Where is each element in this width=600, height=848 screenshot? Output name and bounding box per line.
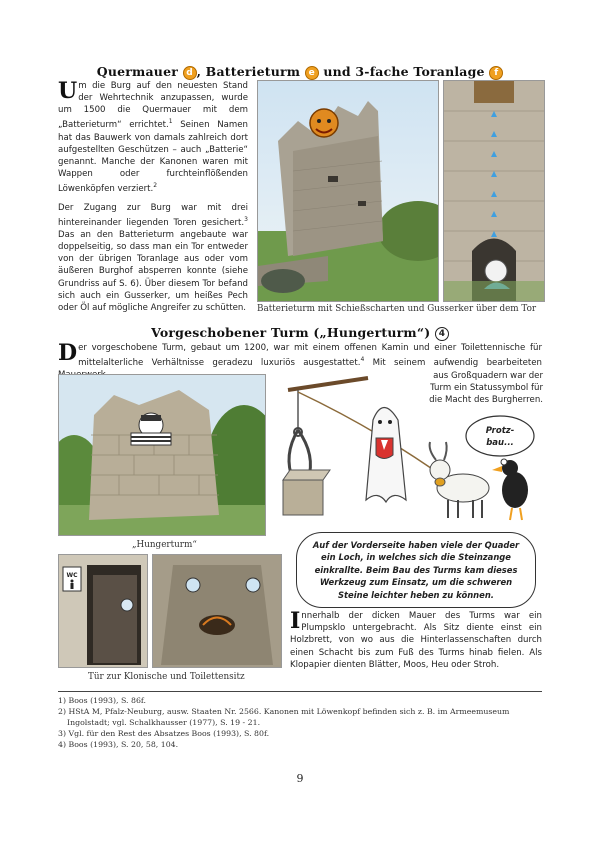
photo-toilettensitz <box>152 554 282 668</box>
caption-batterieturm: Batterieturm mit Schießscharten und Gusserker über dem Tor <box>257 304 537 314</box>
footnote-separator <box>58 691 542 692</box>
footnote-1: 1) Boos (1993), S. 86f. <box>58 696 146 705</box>
badge-f: f <box>489 66 503 80</box>
heading-part-toranlage: und 3-fache Toranlage <box>323 64 485 79</box>
info-bubble-steinzange: Auf der Vorderseite haben viele der Quader ein Loch, in welches sich die Steinzange einkrallte. Beim Bau des Turms kam dieses Werkzeug zum Einsatz, um die schweren Steine leichter heben zu können. <box>296 532 536 608</box>
paragraph-toranlage: Der Zugang zur Burg war mit drei hintereinander liegenden Toren gesichert.$^3$ Das an den Batterieturm angebaute war doppelseitig, so dass man ein Tor entweder von der übrigen Toranlage aus oder vom äußeren Burghof absperren konnte (siehe Grundriss auf S. 6). Über diesem Tor befand sich auch ein Gusserker, um heißes Pech oder Öl auf mögliche Angreifer zu schütten. <box>58 202 248 314</box>
photo-batterieturm <box>257 80 439 302</box>
speech-bubble-line2: bau... <box>486 438 514 448</box>
heading-part-batterieturm: , Batterieturm <box>196 64 301 79</box>
footnote-3: 3) Vgl. für den Rest des Absatzes Boos (1993), S. 80f. <box>58 729 270 738</box>
badge-d: d <box>183 66 197 80</box>
dropcap-u: U <box>58 78 78 104</box>
section1-text <box>58 80 248 314</box>
dropcap-d: D <box>58 340 78 366</box>
paragraph-batterieturm: m die Burg auf den neuesten Stand der Wehrtechnik anzupassen, wurde um 1500 die Quermauer mit dem „Batterieturm“ errichtet.$^1$ Seinen Namen hat das Bauwerk von damals zahlreich dort aufgestellten Geschützen – auch „Batterie“ genannt. Manche der Kanonen waren mit Wappen oder furchteinflößenden Löwenköpfen verziert.$^2$ <box>58 81 248 195</box>
footnote-2: 2) HStA M, Pfalz-Neuburg, ausw. Staaten Nr. 2566. Kanonen mit Löwenkopf befinden sich z. B. im Armeemuseum Ingolstadt; vgl. Schalkhausser (1977), S. 19 - 21. <box>58 707 510 727</box>
speech-bubble-line1: Protz- <box>485 426 515 436</box>
photo-tor-gusserker <box>443 80 545 302</box>
photo-hungerturm <box>58 374 266 536</box>
footnotes <box>58 695 544 750</box>
heading-part-quermauer: Quermauer <box>96 64 179 79</box>
section-heading-hungerturm <box>0 325 600 341</box>
illustration-steinzange <box>268 370 550 530</box>
badge-4: 4 <box>435 327 449 341</box>
paragraph-hungerturm-continued: aus Großquadern war der Turm ein Statussymbol für die Macht des Burgherren. <box>429 371 543 406</box>
wc-sign-text: WC <box>66 572 78 579</box>
caption-hungerturm: „Hungerturm“ <box>132 540 197 550</box>
photo-wc-door <box>58 554 148 668</box>
dropcap-i: I <box>290 608 301 634</box>
footnote-4: 4) Boos (1993), S. 20, 58, 104. <box>58 740 179 749</box>
caption-klonische: Tür zur Klonische und Toilettensitz <box>88 672 245 682</box>
heading-hungerturm-text: Vorgeschobener Turm („Hungerturm“) <box>151 325 431 340</box>
paragraph-plumpsklo: Innerhalb der dicken Mauer des Turms war ein Plumpsklo untergebracht. Als Sitz diente einst ein Holzbrett, von wo aus die Hinterlassenschaften durch einen Schacht bis zum Fuß des Turms hinab fielen. Als Klopapier dienten Blätter, Moos, Heu oder Stroh. <box>290 608 542 670</box>
badge-e: e <box>305 66 319 80</box>
page-number: 9 <box>296 772 304 785</box>
section-heading-batterieturm <box>0 64 600 80</box>
paragraph-hungerturm-intro: Der vorgeschobene Turm, gebaut um 1200, war mit einem offenen Kamin und einer Toilettennische für mittelalterliche Verhältnisse geradezu luxuriös ausgestattet.$^4$ Mit seinem aufwendig bearbeiteten <box>58 340 543 369</box>
